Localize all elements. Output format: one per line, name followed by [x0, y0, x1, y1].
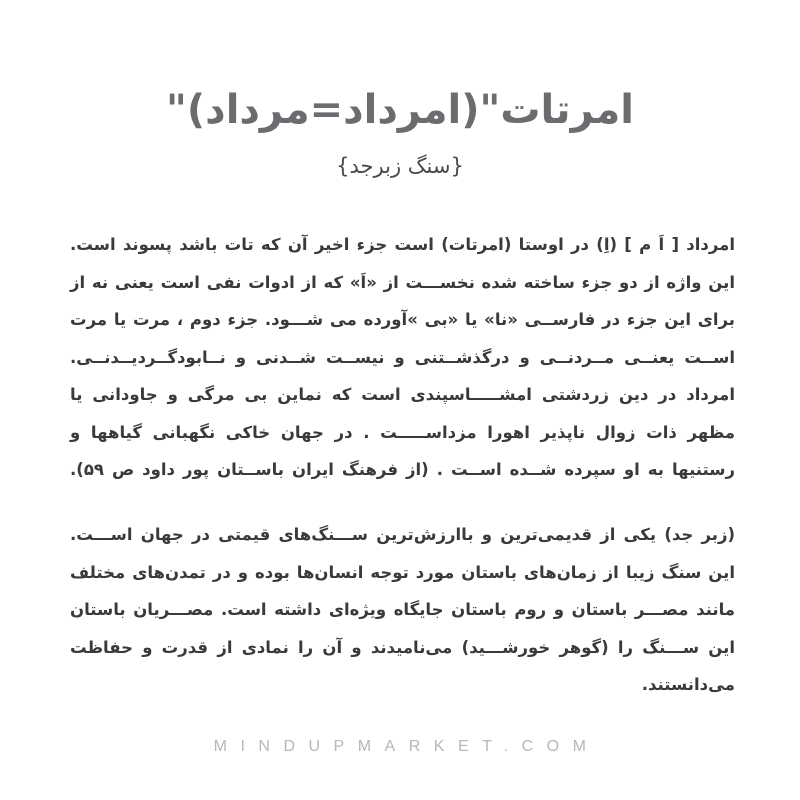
text-line: امرداد در دین زردشتی امشـــــاسپندی است که نماین بی مرگی و جاودانی یا	[70, 385, 735, 404]
page-title: امرتات"(امرداد=مرداد)"	[166, 87, 634, 133]
page-subtitle: {سنگ زبرجد}	[336, 154, 464, 178]
paragraph-emerald	[70, 516, 735, 704]
text-line: این سنگ زیبا از زمان‌های باستان مورد توجه انسان‌ها بوده و در تمدن‌های مختلف	[70, 562, 735, 582]
text-line: اســت یعنــی مــردنــی و درگذشــتنی و نیســت شــدنی و نــابودگــردیــدنــی.	[70, 347, 735, 367]
text-line: برای این جزء در فارســی «نا» یا «بی »آورده می شـــود. جزء دوم ، مرت یا مرت	[70, 310, 735, 329]
text-line: این واژه از دو جزء ساخته شده نخســـت از «اَ» که از ادوات نفی است یعنی نه از	[70, 272, 735, 292]
paragraph-amordad	[70, 226, 735, 489]
text-line: می‌دانستند.	[641, 675, 735, 694]
text-line: مظهر ذات زوال ناپذیر اهورا مزداســـــت . در جهان خاکی نگهبانی گیاهها و	[70, 422, 735, 442]
text-line: مانند مصـــر باستان و روم باستان جایگاه ویژه‌ای داشته است. مصـــریان باستان	[70, 600, 735, 619]
footer-site-name: MINDUPMARKET.COM	[213, 738, 600, 755]
text-line: این ســـنگ را (گوهر خورشـــید) می‌نامیدند و آن را نمادی از قدرت و حفاظت	[70, 637, 735, 657]
text-line: رستنیها به او سپرده شــده اســت . (از فرهنگ ایران باســتان پور داود ص ۵۹).	[70, 460, 735, 479]
text-line: امرداد [ اَ م ] (اِ) در اوستا (امرتات) است جزء اخیر آن که تات باشد پسوند است.	[70, 235, 735, 254]
text-line: (زبر جد) یکی از قدیمی‌ترین و باارزش‌ترین ســـنگ‌های قیمتی در جهان اســـت.	[70, 525, 735, 544]
